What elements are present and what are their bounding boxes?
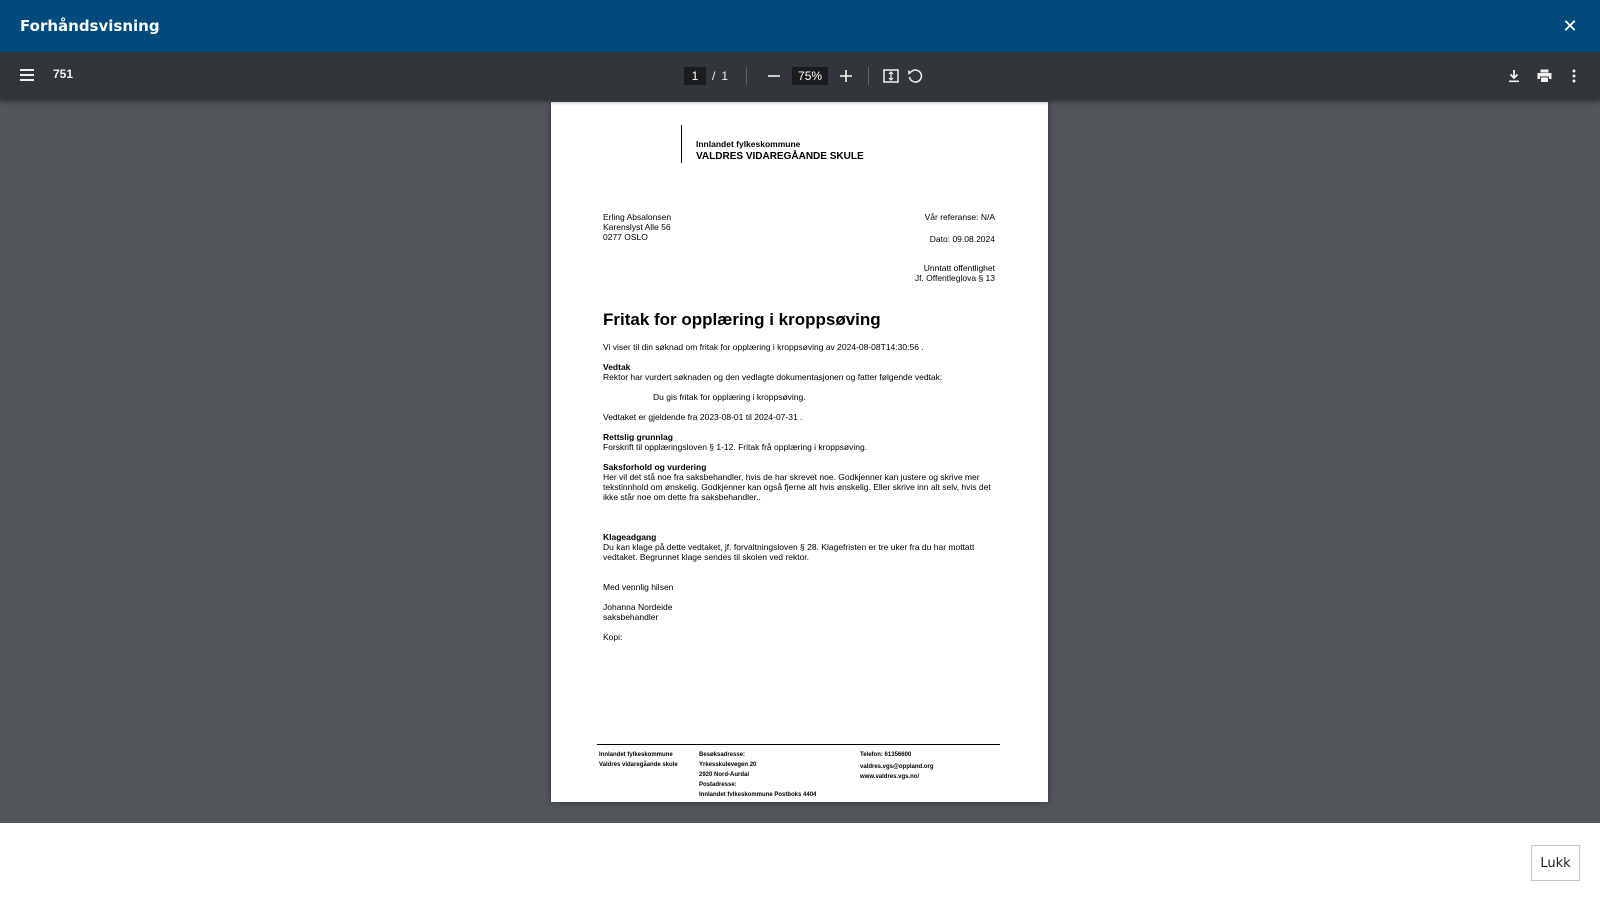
footer-postal-label: Postadresse:	[699, 782, 737, 788]
footer-school-name: Valdres vidaregåande skule	[599, 762, 678, 768]
zoom-out-button[interactable]	[762, 64, 786, 88]
appeal-text: Du kan klage på dette vedtaket, jf. forvaltningsloven § 28. Klagefristen er tre uker fra du har mottatt vedtaket. Begrunnet klage sendes til skolen ved rektor.	[603, 542, 975, 562]
page-number-input[interactable]: 1	[684, 67, 706, 85]
rotate-icon	[907, 68, 923, 84]
vedtak-decision: Du gis fritak for opplæring i kroppsøving.	[653, 392, 806, 402]
vedtak-heading: Vedtak	[603, 362, 631, 372]
plus-icon	[840, 70, 852, 82]
close-dialog-button[interactable]: Lukk	[1531, 845, 1580, 881]
toolbar-actions	[1502, 64, 1586, 88]
minus-icon	[768, 70, 780, 82]
document-title: Fritak for opplæring i kroppsøving	[603, 310, 881, 329]
legal-section	[603, 432, 998, 452]
recipient-address	[603, 212, 671, 242]
fit-to-page-button[interactable]	[879, 64, 903, 88]
modal-footer	[0, 823, 1600, 900]
modal-header	[0, 0, 1600, 52]
footer-phone: Telefon: 61356600	[860, 752, 912, 758]
footer-contact	[860, 750, 934, 782]
appeal-heading: Klageadgang	[603, 532, 657, 542]
letterhead-divider	[681, 125, 682, 163]
recipient-city: 0277 OSLO	[603, 232, 648, 242]
signer-role: saksbehandler	[603, 612, 659, 622]
menu-button[interactable]	[18, 66, 38, 86]
rotate-button[interactable]	[903, 64, 927, 88]
signature	[603, 602, 998, 622]
more-vert-icon	[1572, 69, 1576, 83]
legal-heading: Rettslig grunnlag	[603, 432, 673, 442]
footer-email: valdres.vgs@oppland.org	[860, 764, 934, 770]
copy-line: Kopi:	[603, 632, 623, 642]
vedtak-section	[603, 362, 998, 382]
footer-street: Yrkesskulevegen 20	[699, 762, 757, 768]
zoom-input[interactable]: 75%	[792, 67, 828, 85]
pdf-viewer	[0, 52, 1600, 823]
document-page	[551, 102, 1048, 802]
close-icon: ✕	[1562, 15, 1578, 36]
total-pages: 1	[721, 69, 729, 83]
footer-org	[599, 750, 678, 770]
vedtak-text: Rektor har vurdert søknaden og den vedlagte dokumentasjonen og fatter følgende vedtak:	[603, 372, 943, 382]
close-button[interactable]	[1558, 14, 1582, 38]
page-separator: /	[712, 69, 716, 83]
zoom-in-button[interactable]	[834, 64, 858, 88]
footer-address	[699, 750, 816, 796]
intro-text: Vi viser til din søknad om fritak for opplæring i kroppsøving av 2024-08-08T14:30:56 .	[603, 342, 924, 352]
validity-text: Vedtaket er gjeldende fra 2023-08-01 til 2024-07-31 .	[603, 412, 803, 422]
footer-divider	[597, 744, 1000, 745]
case-section	[603, 462, 998, 502]
download-button[interactable]	[1502, 64, 1526, 88]
legal-text: Forskrift til opplæringsloven § 1-12. Fritak frå opplæring i kroppsøving.	[603, 442, 868, 452]
school-name: VALDRES VIDAREGÅANDE SKULE	[696, 151, 864, 162]
case-text: Her vil det stå noe fra saksbehandler, hvis de har skrevet noe. Godkjenner kan justere og skrive mer tekstinnhold om ønskelig. Godkjenner kan også fjerne alt hvis ønskelig. Eller skrive inn alt selv, hvis det ikke står noe om dette fra saksbehandler..	[603, 472, 991, 502]
footer-postbox: Innlandet fylkeskommune Postboks 4404	[699, 792, 817, 796]
exemption-line: Unntatt offentlighet	[923, 263, 995, 273]
document-filename: 751	[53, 67, 74, 81]
reference: Vår referanse: N/A	[924, 212, 995, 222]
recipient-street: Karenslyst Alle 56	[603, 222, 671, 232]
download-icon	[1507, 69, 1521, 83]
recipient-name: Erling Absalonsen	[603, 212, 672, 222]
page-zoom-controls	[684, 64, 927, 88]
exemption-notice	[915, 263, 995, 283]
document-date: Dato: 09.08.2024	[929, 234, 995, 244]
more-options-button[interactable]	[1562, 64, 1586, 88]
exemption-law: Jf. Offentleglova § 13	[914, 273, 995, 283]
organization-name: Innlandet fylkeskommune	[696, 139, 801, 149]
hamburger-icon	[18, 69, 38, 81]
case-heading: Saksforhold og vurdering	[603, 462, 707, 472]
footer-website: www.valdres.vgs.no/	[860, 774, 920, 780]
signer-name: Johanna Nordeide	[603, 602, 673, 612]
footer-org-name: Innlandet fylkeskommune	[599, 752, 673, 758]
print-icon	[1537, 69, 1552, 83]
toolbar-divider	[746, 67, 747, 85]
pdf-toolbar	[0, 52, 1600, 100]
greeting: Med vennlig hilsen	[603, 582, 674, 592]
modal-title: Forhåndsvisning	[20, 17, 160, 35]
print-button[interactable]	[1532, 64, 1556, 88]
toolbar-divider	[868, 67, 869, 85]
footer-visit-label: Besøksadresse:	[699, 752, 746, 758]
fit-page-icon	[883, 69, 899, 83]
appeal-section	[603, 532, 998, 562]
footer-city: 2920 Nord-Aurdal	[699, 772, 750, 778]
